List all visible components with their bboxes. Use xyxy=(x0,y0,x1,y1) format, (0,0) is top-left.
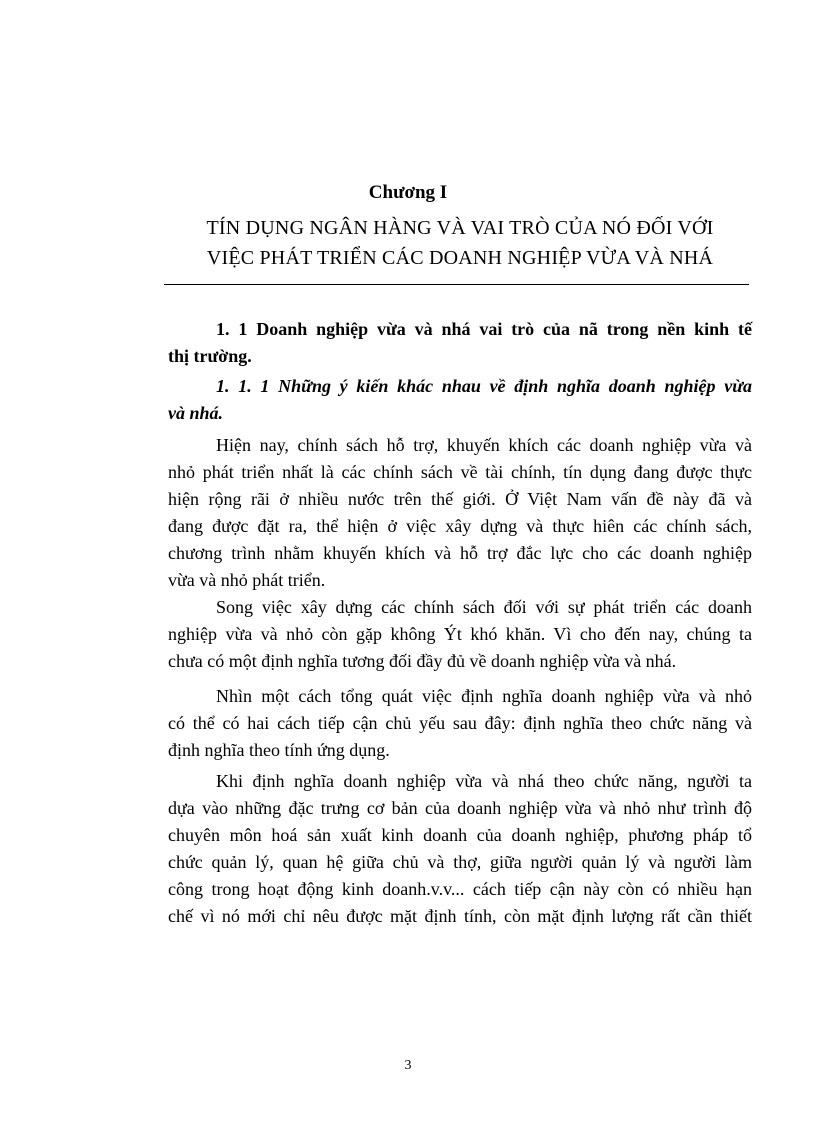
paragraph xyxy=(168,432,752,594)
paragraph xyxy=(168,594,752,675)
paragraph-line: chưa có một định nghĩa tương đối đầy đủ về doanh nghiệp vừa và nhá. xyxy=(168,651,677,671)
paragraph-line: chế vì nó mới chỉ nêu được mặt định tính, còn mặt định lượng rất cần thiết xyxy=(168,906,752,926)
paragraph-line: chuyên môn hoá sản xuất kinh doanh của doanh nghiệp, phương pháp tổ xyxy=(168,825,752,845)
paragraph-line: Song việc xây dựng các chính sách đối với sự phát triển các doanh xyxy=(216,597,752,617)
paragraph-line: nhỏ phát triển nhất là các chính sách về tài chính, tín dụng đang được thực xyxy=(168,462,752,482)
section-heading-line: 1. 1 Doanh nghiệp vừa và nhá vai trò của nã trong nền kinh tế xyxy=(216,319,752,339)
chapter-title-line: TÍN DỤNG NGÂN HÀNG VÀ VAI TRÒ CỦA NÓ ĐỐI VỚI xyxy=(206,217,714,239)
paragraph-line: hiện rộng rãi ở nhiều nước trên thế giới. Ở Việt Nam vấn đề này đã và xyxy=(168,489,752,509)
paragraph-line: Hiện nay, chính sách hỗ trợ, khuyến khích các doanh nghiệp vừa và xyxy=(216,435,752,455)
chapter-title-line: VIỆC PHÁT TRIỂN CÁC DOANH NGHIỆP VỪA VÀ NHÁ xyxy=(206,247,714,269)
subsection-heading-line: và nhá. xyxy=(168,403,224,423)
paragraph-line: vừa và nhỏ phát triển. xyxy=(168,570,326,590)
paragraph-line: đang được đặt ra, thể hiện ở việc xây dựng và thực hiên các chính sách, xyxy=(168,516,752,536)
paragraph-line: Nhìn một cách tổng quát việc định nghĩa doanh nghiệp vừa và nhỏ xyxy=(216,686,752,706)
paragraph-line: chương trình nhằm khuyến khích và hỗ trợ đắc lực cho các doanh nghiệp xyxy=(168,543,752,563)
paragraph-line: định nghĩa theo tính ứng dụng. xyxy=(168,740,390,760)
subsection-heading xyxy=(168,373,752,427)
paragraph-line: dựa vào những đặc trưng cơ bản của doanh nghiệp vừa và nhỏ như trình độ xyxy=(168,798,752,818)
chapter-label: Chương I xyxy=(368,182,448,203)
section-heading xyxy=(168,316,752,370)
paragraph xyxy=(168,768,752,930)
section-heading-line: thị trường. xyxy=(168,346,252,366)
chapter-title xyxy=(150,213,770,273)
paragraph-line: công trong hoạt động kinh doanh.v.v... cách tiếp cận này còn có nhiều hạn xyxy=(168,879,752,899)
page-number: 3 xyxy=(404,1058,412,1073)
subsection-heading-line: 1. 1. 1 Những ý kiến khác nhau về định nghĩa doanh nghiệp vừa xyxy=(216,376,752,396)
paragraph-line: Khi định nghĩa doanh nghiệp vừa và nhá theo chức năng, người ta xyxy=(216,771,752,791)
paragraph-line: có thể có hai cách tiếp cận chủ yếu sau đây: định nghĩa theo chức năng và xyxy=(168,713,752,733)
paragraph-line: chức quản lý, quan hệ giữa chủ và thợ, giữa người quản lý và người làm xyxy=(168,852,752,872)
paragraph xyxy=(168,683,752,764)
horizontal-rule xyxy=(164,284,749,285)
paragraph-line: nghiệp vừa và nhỏ còn gặp không Ýt khó khăn. Vì cho đến nay, chúng ta xyxy=(168,624,752,644)
